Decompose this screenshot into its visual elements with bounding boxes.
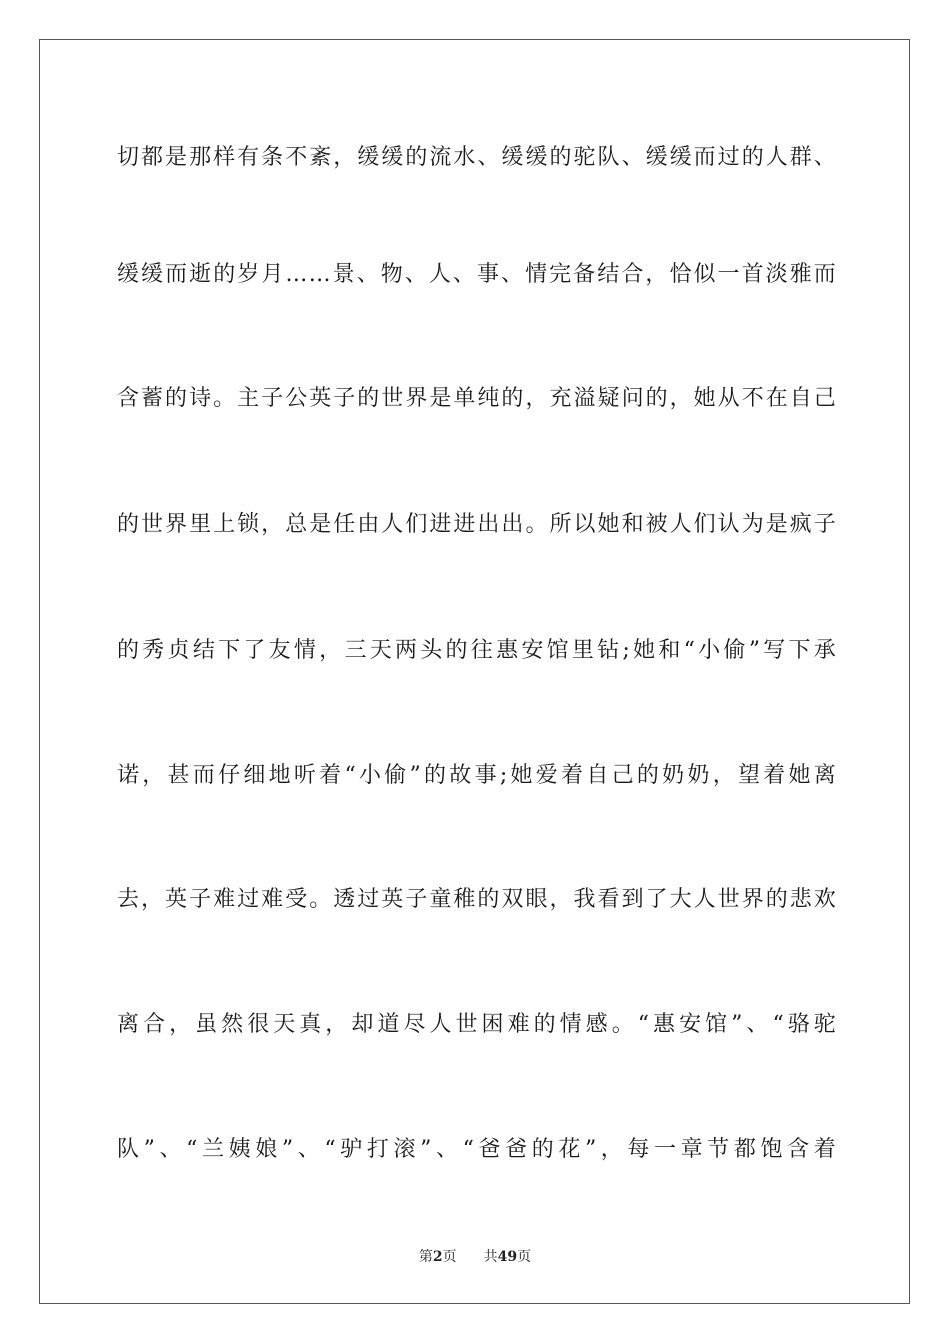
total-pages: 49 — [497, 1249, 518, 1265]
body-line-8: 离合，虽然很天真，却道尽人世困难的情感。“惠安馆”、“骆驼 — [117, 1012, 837, 1037]
body-line-3: 含蓄的诗。主子公英子的世界是单纯的，充溢疑问的，她从不在自己 — [117, 386, 837, 411]
body-line-9: 队”、“兰姨娘”、“驴打滚”、“爸爸的花”，每一章节都饱含着 — [117, 1137, 837, 1162]
page-number: 2 — [432, 1249, 443, 1265]
page-prefix: 第 — [418, 1249, 433, 1265]
page-border — [39, 39, 910, 1304]
total-prefix: 共 — [483, 1249, 498, 1265]
body-line-1: 切都是那样有条不紊，缓缓的流水、缓缓的驼队、缓缓而过的人群、 — [117, 145, 837, 170]
page-footer — [0, 1247, 950, 1267]
page-suffix: 页 — [442, 1249, 457, 1265]
body-line-5: 的秀贞结下了友情，三天两头的往惠安馆里钻;她和“小偷”写下承 — [117, 638, 837, 663]
total-suffix: 页 — [517, 1249, 532, 1265]
body-line-4: 的世界里上锁，总是任由人们进进出出。所以她和被人们认为是疯子 — [117, 512, 837, 537]
body-line-7: 去，英子难过难受。透过英子童稚的双眼，我看到了大人世界的悲欢 — [117, 887, 837, 912]
body-line-2: 缓缓而逝的岁月……景、物、人、事、情完备结合，恰似一首淡雅而 — [117, 262, 837, 287]
body-line-6: 诺，甚而仔细地听着“小偷”的故事;她爱着自己的奶奶，望着她离 — [117, 763, 837, 788]
